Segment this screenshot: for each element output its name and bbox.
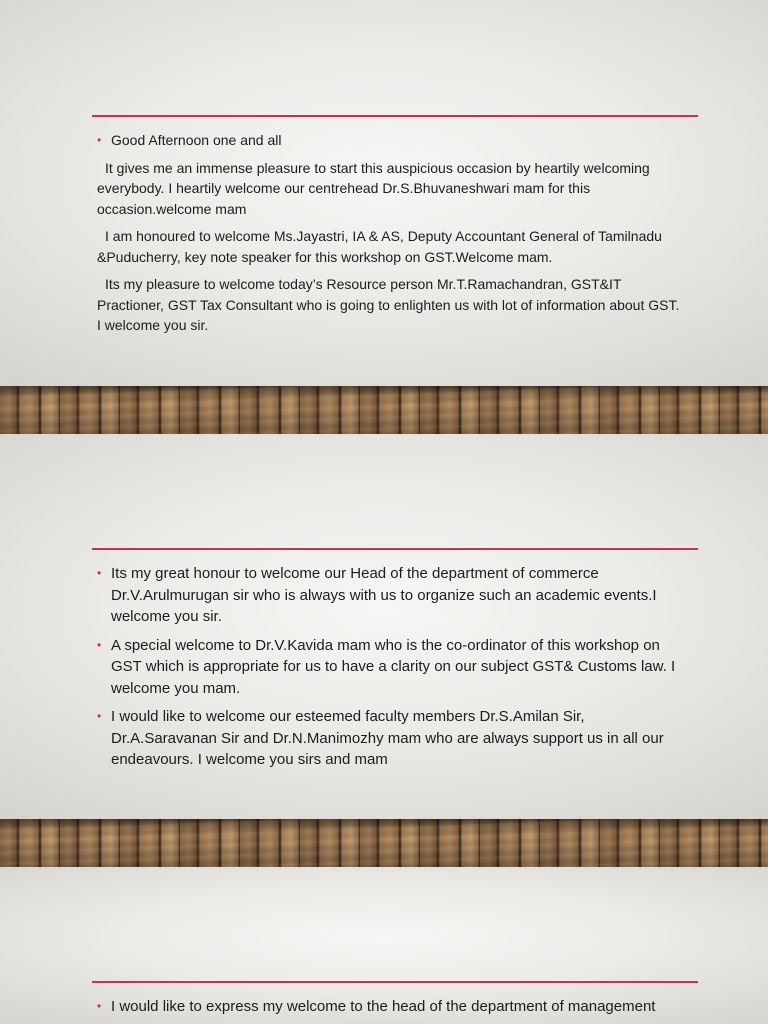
title-divider-line (92, 981, 698, 983)
slide-1-content (97, 130, 681, 343)
wood-floor-divider (0, 386, 768, 434)
bullet-item (97, 635, 681, 700)
bullet-item (97, 706, 681, 771)
title-divider-line (92, 115, 698, 117)
bullet-icon: • (97, 566, 102, 580)
slide-2-content (97, 563, 681, 778)
paragraph: Its my pleasure to welcome today’s Resource person Mr.T.Ramachandran, GST&IT Practioner, GST Tax Consultant who is going to enlighten us with lot of information about GST. I welcome you sir. (97, 276, 680, 333)
bullet-icon: • (97, 637, 102, 652)
bullet-item (97, 130, 681, 151)
bullet-text: Good Afternoon one and all (111, 132, 282, 148)
bullet-item (97, 996, 681, 1018)
wood-floor-divider (0, 819, 768, 867)
slide-3-content (97, 996, 681, 1024)
paragraph: I am honoured to welcome Ms.Jayastri, IA & AS, Deputy Accountant General of Tamilnadu &Puducherry, key note speaker for this workshop on GST.Welcome mam. (97, 228, 662, 265)
bullet-icon: • (97, 999, 102, 1013)
bullet-text: I would like to welcome our esteemed faculty members Dr.S.Amilan Sir, Dr.A.Saravanan Sir and Dr.N.Manimozhy mam who are always support us in all our endeavours. I welcome you sirs and mam (111, 708, 664, 768)
slide-1 (0, 0, 768, 386)
bullet-text: A special welcome to Dr.V.Kavida mam who is the co-ordinator of this workshop on GST which is appropriate for us to have a clarity on our subject GST& Customs law. I welcome you mam. (111, 636, 676, 697)
slide-2 (0, 434, 768, 820)
slide-3 (0, 867, 768, 1024)
bullet-item (97, 563, 681, 628)
bullet-text: Its my great honour to welcome our Head of the department of commerce Dr.V.Arulmurugan sir who is always with us to organize such an academic events.I welcome you sir. (111, 565, 657, 625)
title-divider-line (92, 548, 698, 550)
bullet-text: I would like to express my welcome to the head of the department of management (111, 998, 656, 1015)
bullet-icon: • (97, 133, 102, 147)
paragraph: It gives me an immense pleasure to start this auspicious occasion by heartily welcoming everybody. I heartily welcome our centrehead Dr.S.Bhuvaneshwari mam for this occasion.welcome mam (97, 159, 650, 217)
bullet-icon: • (97, 709, 102, 723)
